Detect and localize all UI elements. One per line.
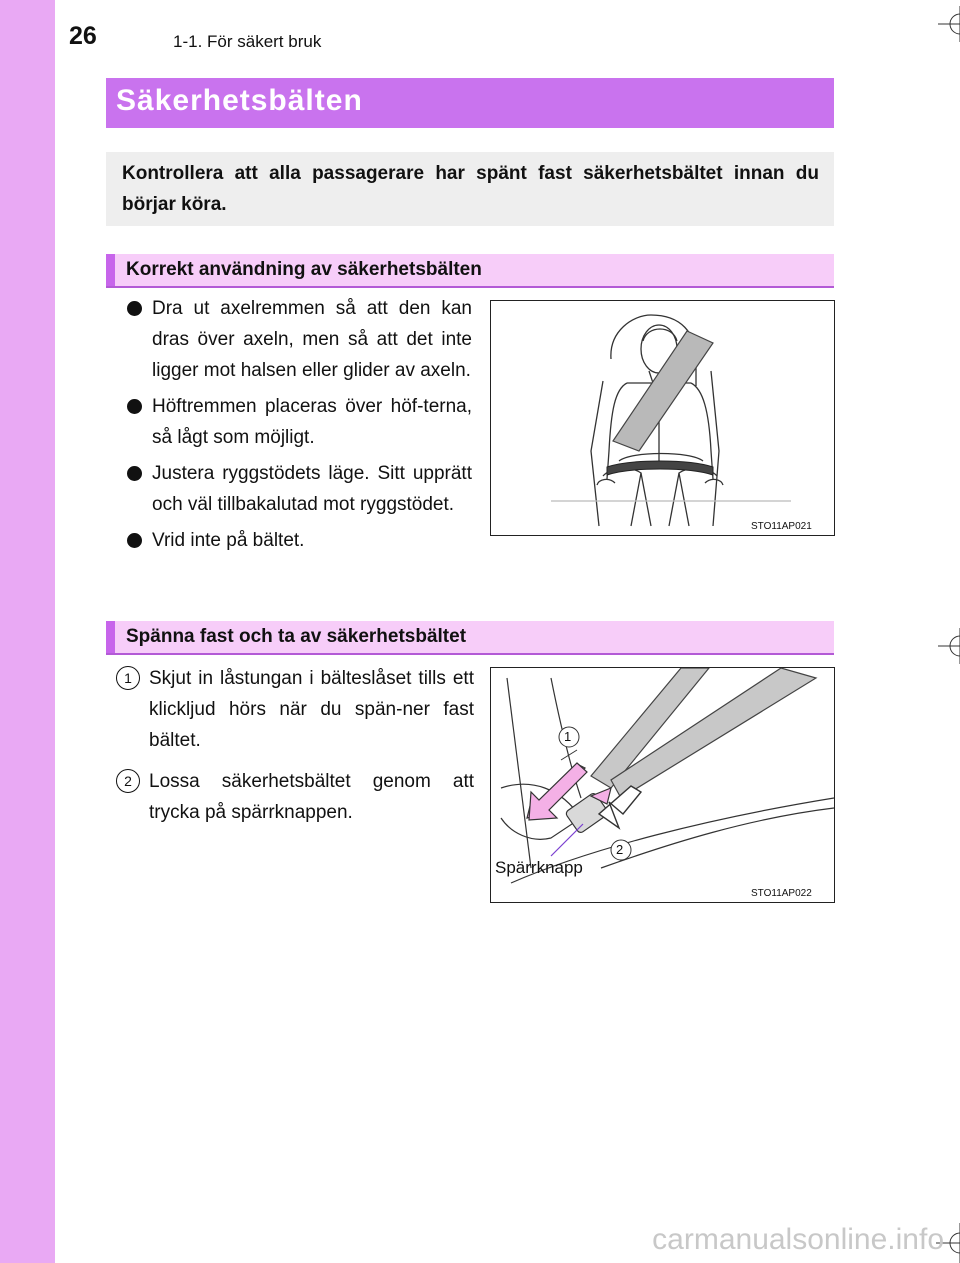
section-heading-text: Korrekt användning av säkerhetsbälten [126, 259, 482, 280]
list-item [124, 458, 472, 520]
list-item [124, 293, 472, 386]
list-item [124, 391, 472, 453]
heading-accent-bar [106, 254, 115, 286]
page-title: Säkerhetsbälten [116, 84, 363, 117]
list-item [124, 525, 472, 556]
figure-marker-1: 1 [564, 729, 572, 744]
step-number: 1 [116, 666, 140, 690]
section-heading-fasten [106, 621, 834, 655]
figure-code: STO11AP021 [751, 521, 812, 532]
bullet-icon [127, 399, 142, 414]
seated-person-illustration [491, 301, 834, 535]
figure-marker-2: 2 [616, 842, 624, 857]
heading-accent-bar [106, 621, 115, 653]
figure-code: STO11AP022 [751, 888, 812, 899]
step-text: Lossa säkerhetsbältet genom att trycka på spärrknappen. [149, 771, 474, 823]
watermark: carmanualsonline.info [652, 1223, 944, 1256]
page-number: 26 [69, 22, 97, 50]
bullet-text: Dra ut axelremmen så att den kan dras över axeln, men så att det inte ligger mot halsen eller glider av axeln. [152, 298, 472, 381]
bullet-text: Höftremmen placeras över höf-terna, så lågt som möjligt. [152, 396, 472, 448]
bullet-icon [127, 533, 142, 548]
step-item [116, 766, 474, 828]
release-button-label: Spärrknapp [495, 858, 583, 877]
side-strip [0, 0, 55, 1263]
bullet-text: Vrid inte på bältet. [152, 530, 305, 551]
step-text: Skjut in låstungan i bälteslåset tills ett klickljud hörs när du spän-ner fast bältet. [149, 668, 474, 751]
step-item [116, 663, 474, 756]
usage-bullet-list [124, 293, 472, 561]
bullet-text: Justera ryggstödets läge. Sitt upprätt och väl tillbakalutad mot ryggstödet. [152, 463, 472, 515]
registration-mark-icon [938, 626, 960, 666]
step-number: 2 [116, 769, 140, 793]
section-heading-text: Spänna fast och ta av säkerhetsbältet [126, 626, 467, 647]
bullet-icon [127, 301, 142, 316]
figure-seated-person [490, 300, 835, 536]
figure-buckle [490, 667, 835, 903]
intro-text: Kontrollera att alla passagerare har spänt fast säkerhetsbältet innan du börjar köra. [122, 163, 819, 215]
section-heading-correct-use [106, 254, 834, 288]
bullet-icon [127, 466, 142, 481]
fasten-steps-list [116, 663, 474, 838]
section-label: 1-1. För säkert bruk [173, 32, 322, 51]
registration-mark-icon [938, 4, 960, 44]
